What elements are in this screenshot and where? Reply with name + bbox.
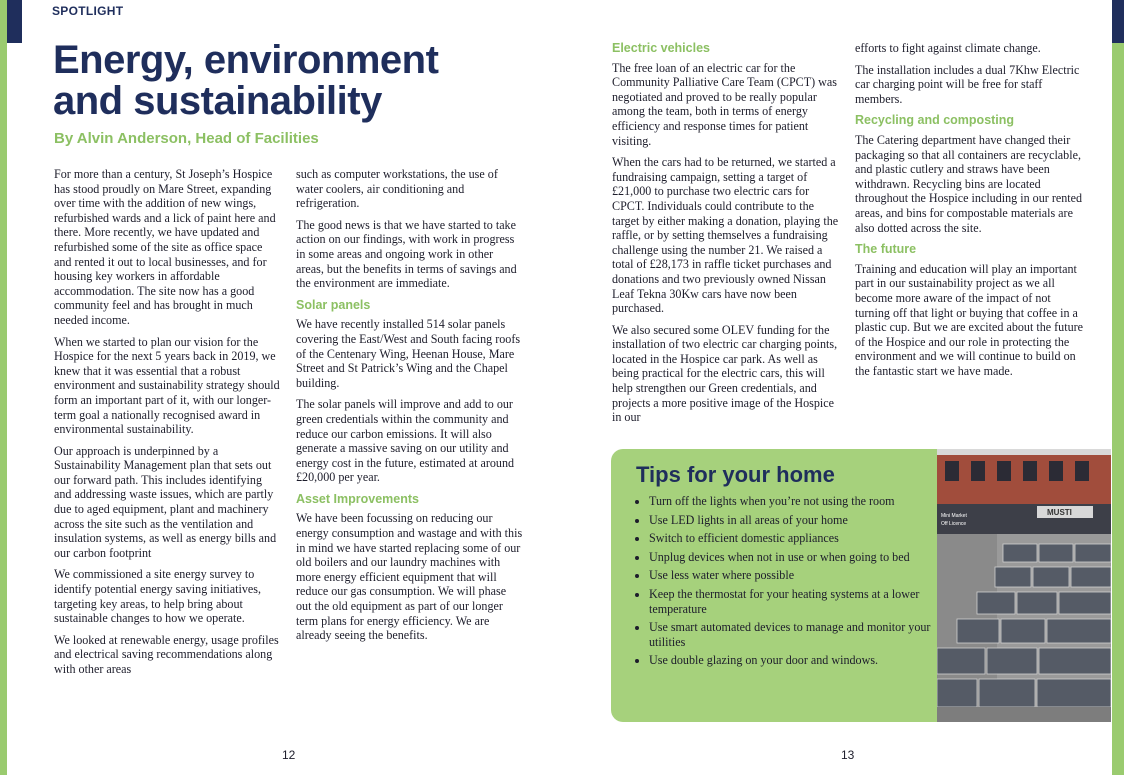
subheading-recycling: Recycling and composting bbox=[855, 113, 1015, 128]
tip-item: • Use smart automated devices to manage and monitor your utilities bbox=[649, 620, 939, 649]
paragraph: We have been focussing on reducing our energy consumption and wastage and with this in mind we have started replacing some of our old boilers and our laundry machines with more energy efficient equipment that will reduce our gas consumption. We will phase out the old equipment as part of our longer term plans for energy efficiency. We are already seeing the benefits. bbox=[296, 511, 523, 643]
column-4 bbox=[855, 41, 1083, 385]
subheading-asset-improvements: Asset Improvements bbox=[296, 491, 419, 506]
title-line-2: and sustainability bbox=[53, 79, 382, 123]
tip-item: • Unplug devices when not in use or when going to bed bbox=[649, 550, 939, 565]
paragraph: The solar panels will improve and add to our green credentials within the community and reduce our carbon emissions. It will also generate a massive saving on our utility and energy cost in the future, estimated at around £20,000 per year. bbox=[296, 397, 515, 485]
paragraph: Training and education will play an important part in our sustainability project as we all become more aware of the impact of not turning off that light or buying that coffee in a plastic cup. But we are excited about the future of the Hospice and our role in protecting the environment and we will continue to build on the fantastic start we have made. bbox=[855, 261, 1084, 378]
column-2 bbox=[296, 167, 524, 650]
paragraph: The free loan of an electric car for the Community Palliative Care Team (CPCT) was negotiated and proved to be really popular among the team, both in terms of energy efficiency and response times for patient visiting. bbox=[612, 60, 837, 148]
tip-item: • Use double glazing on your door and windows. bbox=[649, 653, 939, 668]
paragraph: efforts to fight against climate change. bbox=[855, 41, 1041, 55]
subheading-solar-panels: Solar panels bbox=[296, 297, 371, 312]
tip-item: • Keep the thermostat for your heating systems at a lower temperature bbox=[649, 587, 939, 616]
tip-item: • Switch to efficient domestic appliances bbox=[649, 531, 939, 546]
section-label: SPOTLIGHT bbox=[52, 4, 124, 18]
paragraph: The good news is that we have started to take action on our findings, with work in progress in some areas and ongoing work in other areas, but the benefits in terms of savings and the environment are immediate. bbox=[296, 217, 517, 291]
paragraph: We have recently installed 514 solar panels covering the East/West and South facing roofs of the Centenary Wing, Heenan House, Mare Street and St Patrick’s Wing and the Chapel building. bbox=[296, 317, 521, 390]
page-number-right: 13 bbox=[841, 748, 855, 762]
tip-item: • Use LED lights in all areas of your home bbox=[649, 513, 939, 528]
tip-item: • Turn off the lights when you’re not using the room bbox=[649, 494, 939, 509]
right-navy-tab bbox=[1112, 0, 1124, 43]
solar-roof-illustration bbox=[937, 449, 1111, 722]
shop-sign-2: MUSTI bbox=[1047, 508, 1072, 517]
paragraph: We looked at renewable energy, usage profiles and electrical saving recommendations along with other areas bbox=[54, 632, 279, 676]
subheading-future: The future bbox=[855, 242, 917, 257]
left-navy-tab bbox=[7, 0, 22, 43]
paragraph: The Catering department have changed their packaging so that all containers are recyclable, and plastic cutlery and straws have been withdrawn. Recycling bins are located throughout the Hospice including in our rented areas, and bins for compostable materials are also dotted across the site. bbox=[855, 132, 1083, 235]
paragraph: We commissioned a site energy survey to identify potential energy saving initiatives, targeting key areas, to help bring about sustainable changes to how we operate. bbox=[54, 567, 262, 626]
tips-list bbox=[634, 494, 939, 672]
byline: By Alvin Anderson, Head of Facilities bbox=[54, 130, 319, 147]
right-green-edge bbox=[1112, 0, 1124, 775]
shop-sign-3: Off Licence bbox=[941, 521, 967, 527]
subheading-electric-vehicles: Electric vehicles bbox=[612, 41, 710, 55]
paragraph: The installation includes a dual 7Khw Electric car charging point will be free for staff members. bbox=[855, 62, 1080, 106]
paragraph: Our approach is underpinned by a Sustainability Management plan that sets out our forward path. This includes identifying and addressing waste issues, which are partly due to aged equipment, plant and machinery across the site such as the ventilation and insulation systems, as well as energy bills and our carbon footprint bbox=[54, 443, 277, 560]
title-line-1: Energy, environment bbox=[53, 38, 439, 82]
paragraph: When the cars had to be returned, we started a fundraising campaign, setting a target of £21,000 to purchase two electric cars for CPCT. Individuals could contribute to the target by either making a donation, playing the raffle, or by setting themselves a fundraising challenge using the number 21. We raised a total of £28,173 in raffle ticket purchases and donations and two previously owned Nissan Leaf Tekna 30Kw cars have now been purchased. bbox=[612, 155, 839, 316]
paragraph: We also secured some OLEV funding for the installation of two electric car charging points, located in the Hospice car park. As well as being practical for the electric cars, this will help strengthen our Green credentials, and projects a more positive image of the Hospice in our bbox=[612, 322, 838, 425]
solar-panel-photo bbox=[937, 449, 1111, 722]
tips-title: Tips for your home bbox=[636, 462, 835, 487]
column-3 bbox=[612, 41, 842, 432]
article-title bbox=[53, 40, 438, 122]
paragraph: For more than a century, St Joseph’s Hospice has stood proudly on Mare Street, expanding over time with the addition of new wings, refurbished wards and a lick of paint here and there. More recently, we have updated and refurbished some of the site as office space and rented it out to local businesses, and for housing key workers in affordable accommodation. The site now has a good community feel and has brought in much needed income. bbox=[54, 167, 276, 327]
tip-item: • Use less water where possible bbox=[649, 568, 939, 583]
paragraph: When we started to plan our vision for the Hospice for the next 5 years back in 2019, we knew that it was essential that a robust environment and sustainability strategy should form an important part of it, with our longer-term goal a nationally recognised award in environmental sustainability. bbox=[54, 334, 280, 437]
column-1 bbox=[54, 167, 280, 684]
page-number-left: 12 bbox=[282, 748, 296, 762]
left-green-edge bbox=[0, 0, 7, 775]
paragraph: such as computer workstations, the use of water coolers, air conditioning and refrigeration. bbox=[296, 167, 498, 211]
shop-sign-1: Mini Market bbox=[941, 513, 967, 519]
